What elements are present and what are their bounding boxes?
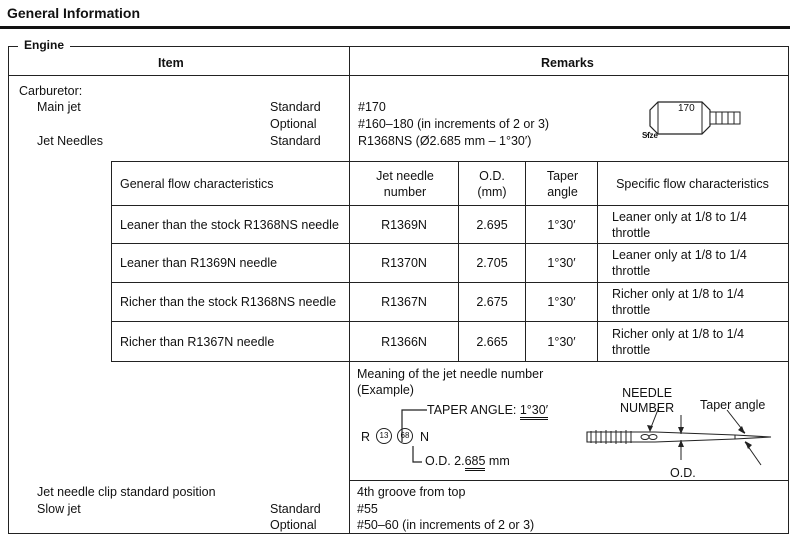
table-row-4-specific: Richer only at 1/8 to 1/4 throttle xyxy=(612,326,745,357)
table-row-3-specific: Richer only at 1/8 to 1/4 throttle xyxy=(612,287,745,317)
od-label: O.D. xyxy=(670,466,696,480)
taper-angle-value: 1°30′ xyxy=(520,403,548,420)
table-row-4-taper: 1°30′ xyxy=(547,334,576,349)
title-rule xyxy=(0,26,790,29)
jet-needle-standard-value: R1368NS (Ø2.685 mm – 1°30′) xyxy=(358,134,532,148)
table-row-3-number: R1367N xyxy=(381,295,427,309)
col-item-header: Item xyxy=(158,56,184,70)
table-row-1-general: Leaner than the stock R1368NS needle xyxy=(120,217,339,232)
th-jet-needle-number: Jet needle number xyxy=(376,168,434,199)
table-row-3-general: Richer than the stock R1368NS needle xyxy=(120,295,337,309)
od-value: 685 xyxy=(465,454,486,471)
table-row-4-number: R1366N xyxy=(381,334,427,349)
table-row-1-taper: 1°30′ xyxy=(547,217,576,232)
header-divider xyxy=(9,75,789,76)
size-label: Size xyxy=(642,131,659,140)
table-row-2-od: 2.705 xyxy=(476,256,508,270)
table-row-3-od: 2.675 xyxy=(476,295,508,309)
main-jet-optional-value: #160–180 (in increments of 2 or 3) xyxy=(358,117,550,131)
footer-divider xyxy=(349,480,789,481)
od-annotation: O.D. 2.685 mm xyxy=(425,454,510,468)
taper-angle-annotation: TAPER ANGLE: 1°30′ xyxy=(427,403,548,417)
main-jet-standard-value: #170 xyxy=(358,100,386,114)
meaning-example: (Example) xyxy=(357,383,414,397)
table-row-4-od: 2.665 xyxy=(476,334,508,349)
th-taper-angle: Taper angle xyxy=(546,168,579,199)
table-row-1-number: R1369N xyxy=(381,217,427,232)
table-row-2-taper: 1°30′ xyxy=(547,256,576,270)
main-jet-standard-label: Standard xyxy=(270,100,321,114)
table-row-1-specific: Leaner only at 1/8 to 1/4 throttle xyxy=(612,209,747,240)
th-od: O.D. (mm) xyxy=(477,168,507,199)
th-specific-flow: Specific flow characteristics xyxy=(616,176,769,191)
code-68-circle: 68 xyxy=(397,428,413,444)
carburetor-label: Carburetor: xyxy=(19,84,83,98)
jet-needles-standard-label: Standard xyxy=(270,134,321,148)
main-jet-optional-label: Optional xyxy=(270,117,317,131)
main-jet-diagram xyxy=(640,92,770,142)
section-legend: Engine xyxy=(18,38,70,52)
slow-jet-optional-value: #50–60 (in increments of 2 or 3) xyxy=(357,518,535,532)
slow-jet-optional-label: Optional xyxy=(270,518,317,532)
slow-jet-standard-label: Standard xyxy=(270,502,321,516)
table-row-2-general: Leaner than R1369N needle xyxy=(120,256,278,270)
code-r: R xyxy=(361,430,371,444)
meaning-title: Meaning of the jet needle number xyxy=(357,367,544,381)
table-row-1-od: 2.695 xyxy=(476,217,508,232)
taper-angle-label: Taper angle xyxy=(700,398,766,412)
table-row-2-number: R1370N xyxy=(381,256,427,270)
table-row-3-taper: 1°30′ xyxy=(547,295,576,309)
clip-position-label: Jet needle clip standard position xyxy=(37,485,216,499)
table-row-2-specific: Leaner only at 1/8 to 1/4 throttle xyxy=(612,248,747,278)
page-title: General Information xyxy=(7,5,141,21)
th-general-flow: General flow characteristics xyxy=(120,176,274,191)
main-jet-label: Main jet xyxy=(37,100,81,114)
slow-jet-standard-value: #55 xyxy=(357,502,378,516)
table-row-4-general: Richer than R1367N needle xyxy=(120,334,275,349)
jet-needles-label: Jet Needles xyxy=(37,134,104,148)
clip-position-value: 4th groove from top xyxy=(357,485,466,499)
jet-number: 170 xyxy=(678,103,695,114)
table-bottom xyxy=(111,361,789,362)
col-remarks-header: Remarks xyxy=(541,56,594,70)
code-n: N xyxy=(420,430,430,444)
needle-number-label: NEEDLE NUMBER xyxy=(620,386,675,415)
code-13-circle: 13 xyxy=(376,428,392,444)
slow-jet-label: Slow jet xyxy=(37,502,81,516)
